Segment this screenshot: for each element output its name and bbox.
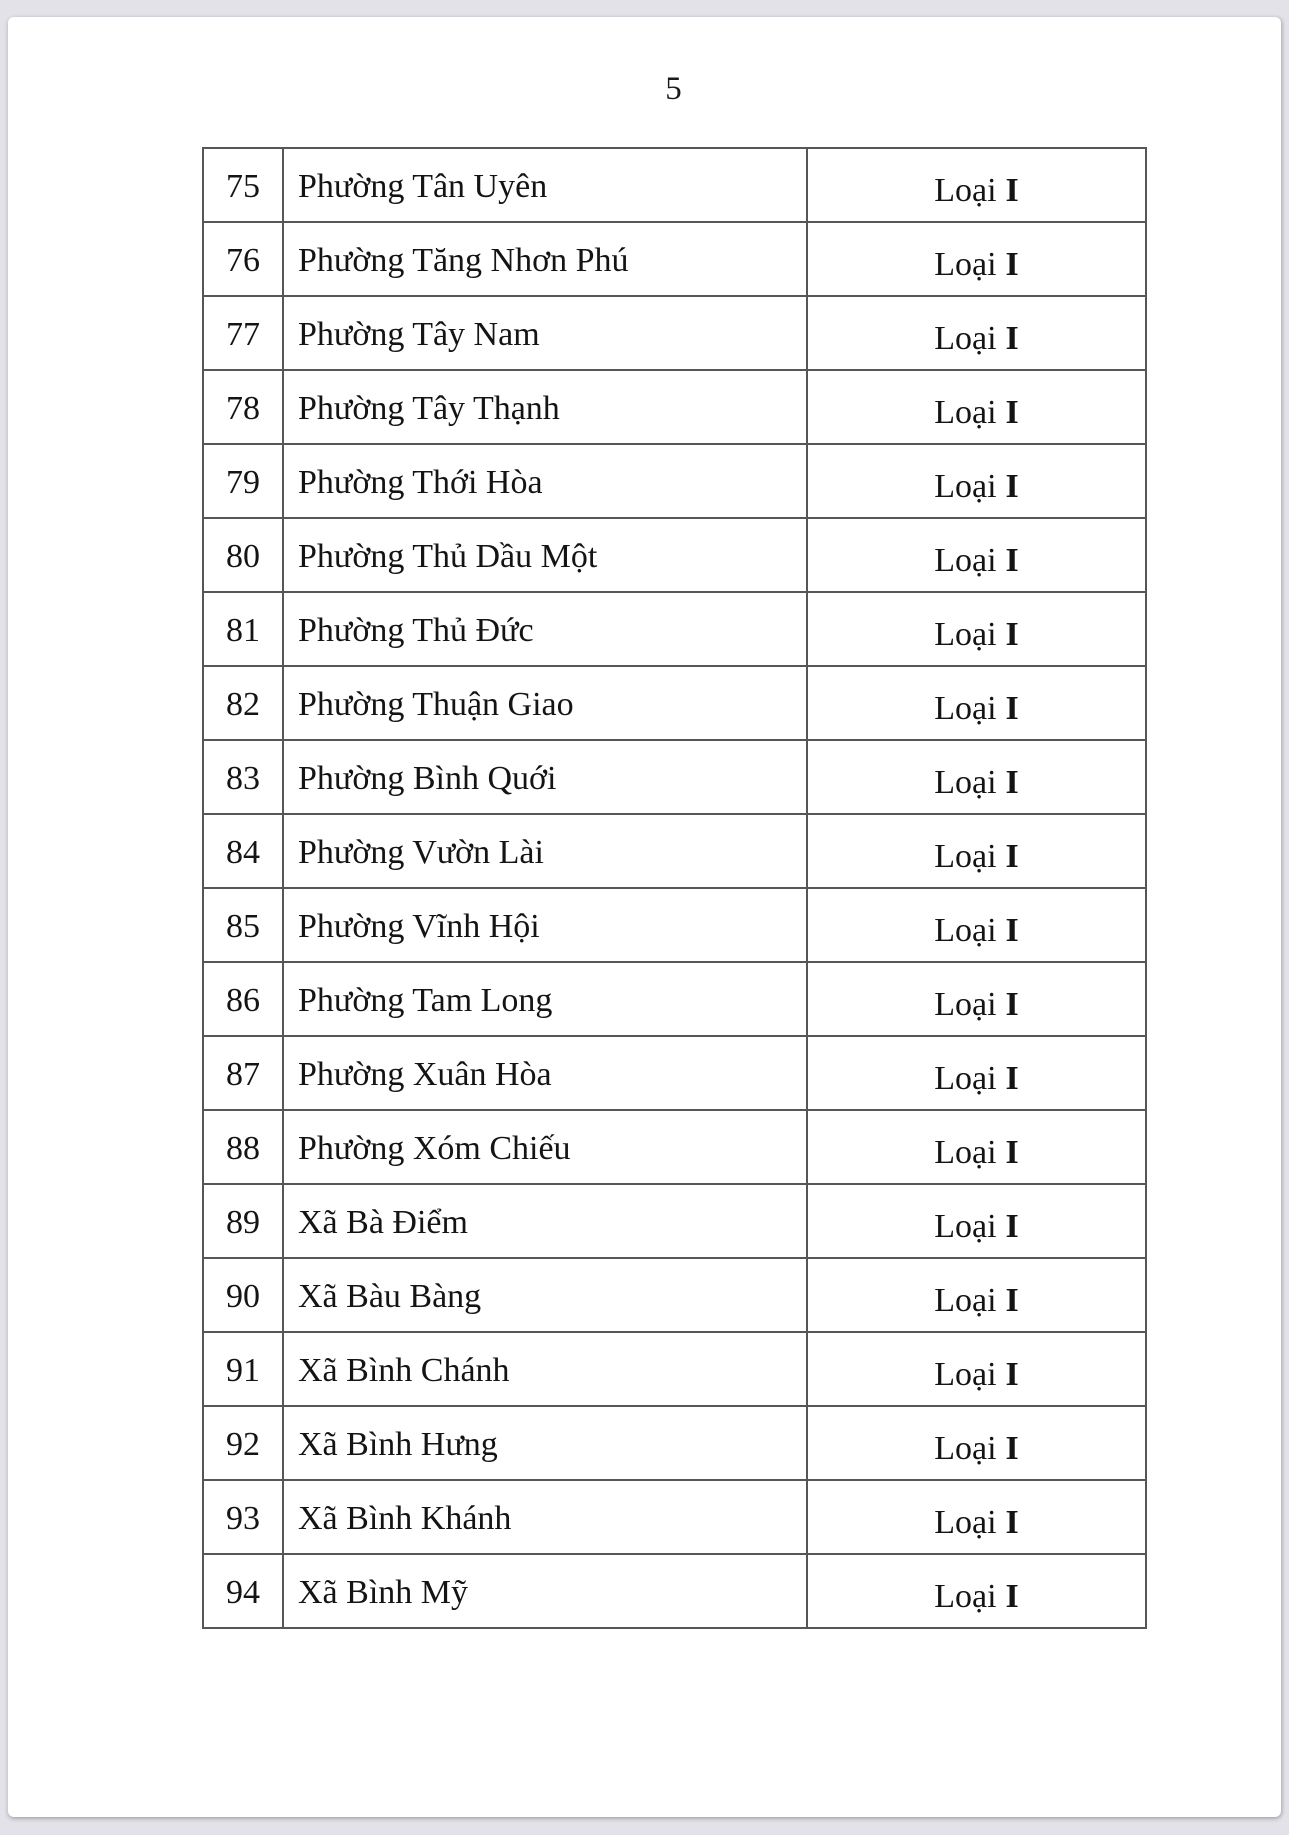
administrative-unit-classification-table [202, 147, 1147, 1629]
classification-value: I [1005, 985, 1019, 1023]
classification-cell [807, 518, 1146, 592]
row-number-cell: 92 [203, 1406, 283, 1480]
row-number-cell: 83 [203, 740, 283, 814]
classification-cell [807, 1406, 1146, 1480]
classification-label: Loại [934, 171, 997, 209]
unit-name-cell: Xã Bình Khánh [283, 1480, 807, 1554]
table-row [203, 962, 1146, 1036]
classification-label: Loại [934, 245, 997, 283]
classification-value: I [1005, 1281, 1019, 1319]
row-number-cell: 75 [203, 148, 283, 222]
classification-label: Loại [934, 541, 997, 579]
row-number-cell: 80 [203, 518, 283, 592]
unit-name-cell: Phường Tây Nam [283, 296, 807, 370]
unit-name-cell: Phường Thới Hòa [283, 444, 807, 518]
unit-name-cell: Phường Tân Uyên [283, 148, 807, 222]
classification-label: Loại [934, 319, 997, 357]
row-number-cell: 84 [203, 814, 283, 888]
unit-name-cell: Phường Thủ Đức [283, 592, 807, 666]
table-row [203, 1480, 1146, 1554]
unit-name-cell: Xã Bình Chánh [283, 1332, 807, 1406]
classification-cell [807, 740, 1146, 814]
classification-label: Loại [934, 1503, 997, 1541]
classification-label: Loại [934, 911, 997, 949]
table-row [203, 1036, 1146, 1110]
row-number-cell: 79 [203, 444, 283, 518]
classification-cell [807, 592, 1146, 666]
unit-name-cell: Phường Vườn Lài [283, 814, 807, 888]
table-row [203, 444, 1146, 518]
unit-name-cell: Phường Xuân Hòa [283, 1036, 807, 1110]
table-row [203, 1554, 1146, 1628]
classification-value: I [1005, 689, 1019, 727]
classification-value: I [1005, 1355, 1019, 1393]
unit-name-cell: Phường Tăng Nhơn Phú [283, 222, 807, 296]
unit-name-cell: Phường Vĩnh Hội [283, 888, 807, 962]
classification-cell [807, 814, 1146, 888]
classification-value: I [1005, 911, 1019, 949]
classification-value: I [1005, 541, 1019, 579]
classification-cell [807, 1554, 1146, 1628]
classification-cell [807, 370, 1146, 444]
row-number-cell: 87 [203, 1036, 283, 1110]
classification-value: I [1005, 245, 1019, 283]
row-number-cell: 85 [203, 888, 283, 962]
unit-name-cell: Xã Bà Điểm [283, 1184, 807, 1258]
classification-cell [807, 1258, 1146, 1332]
unit-name-cell: Phường Tây Thạnh [283, 370, 807, 444]
classification-label: Loại [934, 1133, 997, 1171]
classification-cell [807, 296, 1146, 370]
classification-value: I [1005, 319, 1019, 357]
classification-cell [807, 1184, 1146, 1258]
classification-label: Loại [934, 393, 997, 431]
classification-label: Loại [934, 1059, 997, 1097]
classification-value: I [1005, 1133, 1019, 1171]
unit-name-cell: Xã Bình Hưng [283, 1406, 807, 1480]
classification-value: I [1005, 837, 1019, 875]
classification-cell [807, 666, 1146, 740]
unit-name-cell: Xã Bình Mỹ [283, 1554, 807, 1628]
classification-cell [807, 1332, 1146, 1406]
classification-cell [807, 1036, 1146, 1110]
classification-cell [807, 962, 1146, 1036]
row-number-cell: 81 [203, 592, 283, 666]
classification-value: I [1005, 1503, 1019, 1541]
table-row [203, 1184, 1146, 1258]
classification-value: I [1005, 467, 1019, 505]
classification-label: Loại [934, 467, 997, 505]
table-row [203, 148, 1146, 222]
classification-label: Loại [934, 985, 997, 1023]
row-number-cell: 90 [203, 1258, 283, 1332]
row-number-cell: 78 [203, 370, 283, 444]
row-number-cell: 86 [203, 962, 283, 1036]
unit-name-cell: Phường Thuận Giao [283, 666, 807, 740]
classification-value: I [1005, 615, 1019, 653]
classification-value: I [1005, 1577, 1019, 1615]
classification-cell [807, 148, 1146, 222]
row-number-cell: 76 [203, 222, 283, 296]
classification-label: Loại [934, 1577, 997, 1615]
unit-name-cell: Phường Xóm Chiếu [283, 1110, 807, 1184]
classification-value: I [1005, 1429, 1019, 1467]
table-row [203, 666, 1146, 740]
classification-cell [807, 444, 1146, 518]
table-row [203, 1258, 1146, 1332]
page-number: 5 [665, 71, 682, 107]
table-row [203, 592, 1146, 666]
classification-label: Loại [934, 1207, 997, 1245]
classification-value: I [1005, 393, 1019, 431]
row-number-cell: 89 [203, 1184, 283, 1258]
classification-label: Loại [934, 763, 997, 801]
row-number-cell: 82 [203, 666, 283, 740]
classification-cell [807, 1480, 1146, 1554]
table-row [203, 1110, 1146, 1184]
row-number-cell: 93 [203, 1480, 283, 1554]
classification-label: Loại [934, 1281, 997, 1319]
table-row [203, 296, 1146, 370]
classification-cell [807, 888, 1146, 962]
table-row [203, 814, 1146, 888]
classification-label: Loại [934, 615, 997, 653]
classification-label: Loại [934, 1429, 997, 1467]
classification-table-body [203, 148, 1146, 1628]
unit-name-cell: Phường Bình Quới [283, 740, 807, 814]
table-row [203, 222, 1146, 296]
unit-name-cell: Phường Thủ Dầu Một [283, 518, 807, 592]
unit-name-cell: Xã Bàu Bàng [283, 1258, 807, 1332]
row-number-cell: 77 [203, 296, 283, 370]
classification-cell [807, 1110, 1146, 1184]
classification-value: I [1005, 171, 1019, 209]
classification-cell [807, 222, 1146, 296]
classification-value: I [1005, 763, 1019, 801]
table-row [203, 370, 1146, 444]
row-number-cell: 91 [203, 1332, 283, 1406]
table-row [203, 1406, 1146, 1480]
classification-label: Loại [934, 837, 997, 875]
table-row [203, 740, 1146, 814]
table-row [203, 888, 1146, 962]
row-number-cell: 88 [203, 1110, 283, 1184]
document-page [8, 17, 1281, 1817]
table-row [203, 1332, 1146, 1406]
classification-label: Loại [934, 689, 997, 727]
classification-value: I [1005, 1059, 1019, 1097]
row-number-cell: 94 [203, 1554, 283, 1628]
unit-name-cell: Phường Tam Long [283, 962, 807, 1036]
table-row [203, 518, 1146, 592]
classification-label: Loại [934, 1355, 997, 1393]
classification-value: I [1005, 1207, 1019, 1245]
